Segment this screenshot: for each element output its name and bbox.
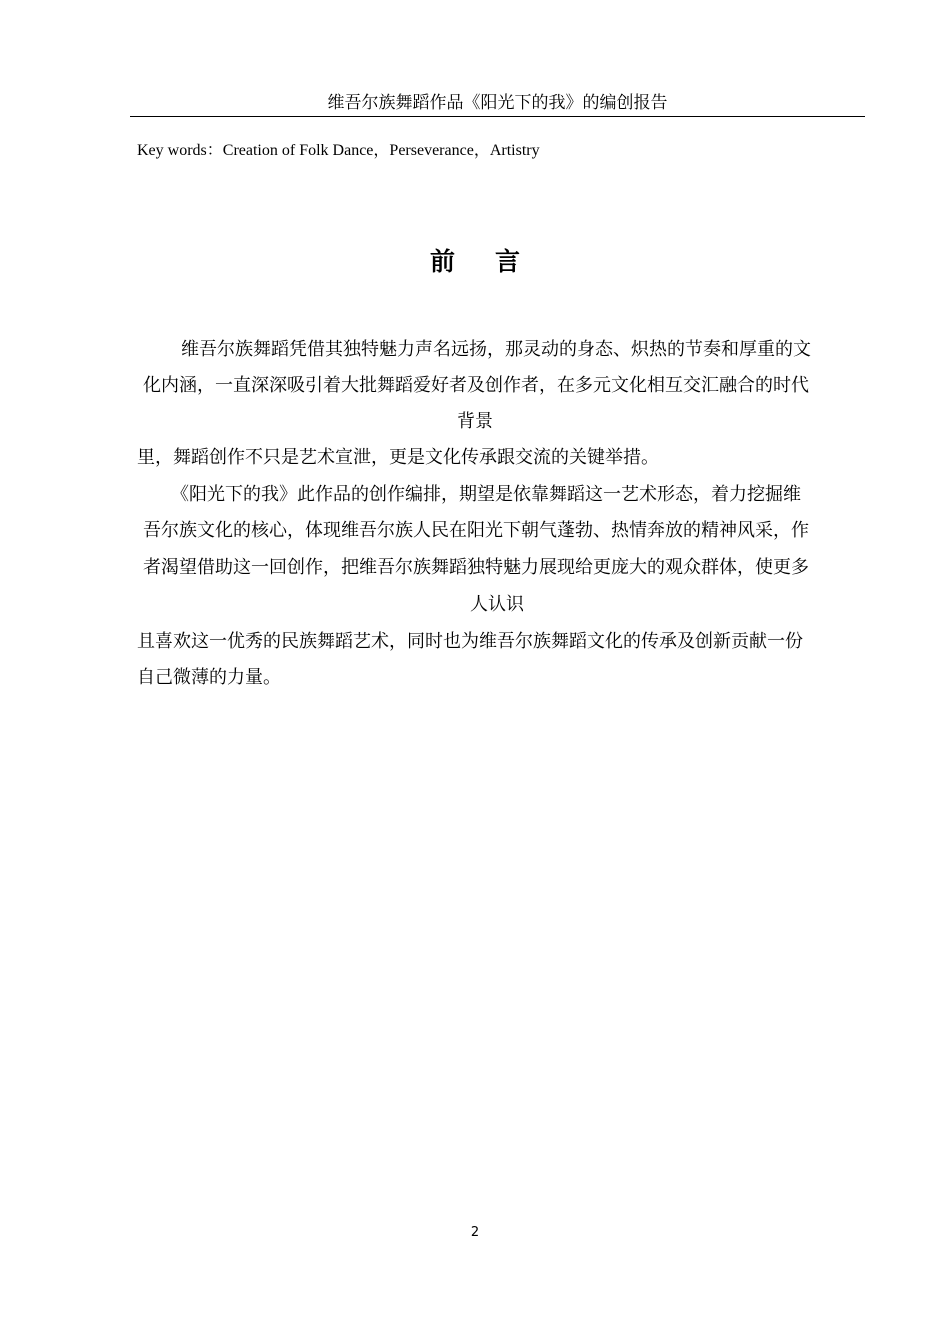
page-number: 2 xyxy=(470,1225,480,1240)
section-title: 前言 xyxy=(429,247,560,276)
paragraph-1-line: 里，舞蹈创作不只是艺术宣泄，更是文化传承跟交流的关键举措。 xyxy=(137,447,659,468)
paragraph-2-line: 人认识 xyxy=(470,594,524,615)
keyword-separator: ， xyxy=(473,142,490,159)
keywords-line xyxy=(137,140,540,162)
keyword-separator: ， xyxy=(373,142,390,159)
paragraph-1-line: 维吾尔族舞蹈凭借其独特魅力声名远扬，那灵动的身态、炽热的节奏和厚重的文 xyxy=(181,339,811,360)
keyword-item: Creation of Folk Dance xyxy=(222,142,374,159)
paragraph-2-line: 者渴望借助这一回创作，把维吾尔族舞蹈独特魅力展现给更庞大的观众群体，使更多 xyxy=(143,557,809,578)
paragraph-1-line: 化内涵，一直深深吸引着大批舞蹈爱好者及创作者，在多元文化相互交汇融合的时代 xyxy=(143,375,809,396)
paragraph-1-line: 背景 xyxy=(457,411,493,432)
paragraph-2-line: 吾尔族文化的核心，体现维吾尔族人民在阳光下朝气蓬勃、热情奔放的精神风采，作 xyxy=(143,520,809,541)
paragraph-2-line: 且喜欢这一优秀的民族舞蹈艺术，同时也为维吾尔族舞蹈文化的传承及创新贡献一份 xyxy=(137,631,803,652)
paragraph-2-line: 自己微薄的力量。 xyxy=(137,667,281,688)
keywords-label: Key words： xyxy=(137,142,223,159)
keyword-item: Perseverance xyxy=(389,142,474,159)
paragraph-2-line: 《阳光下的我》此作品的创作编排，期望是依靠舞蹈这一艺术形态，着力挖掘维 xyxy=(171,484,801,505)
keyword-item: Artistry xyxy=(489,142,540,159)
running-header: 维吾尔族舞蹈作品《阳光下的我》的编创报告 xyxy=(130,92,865,117)
